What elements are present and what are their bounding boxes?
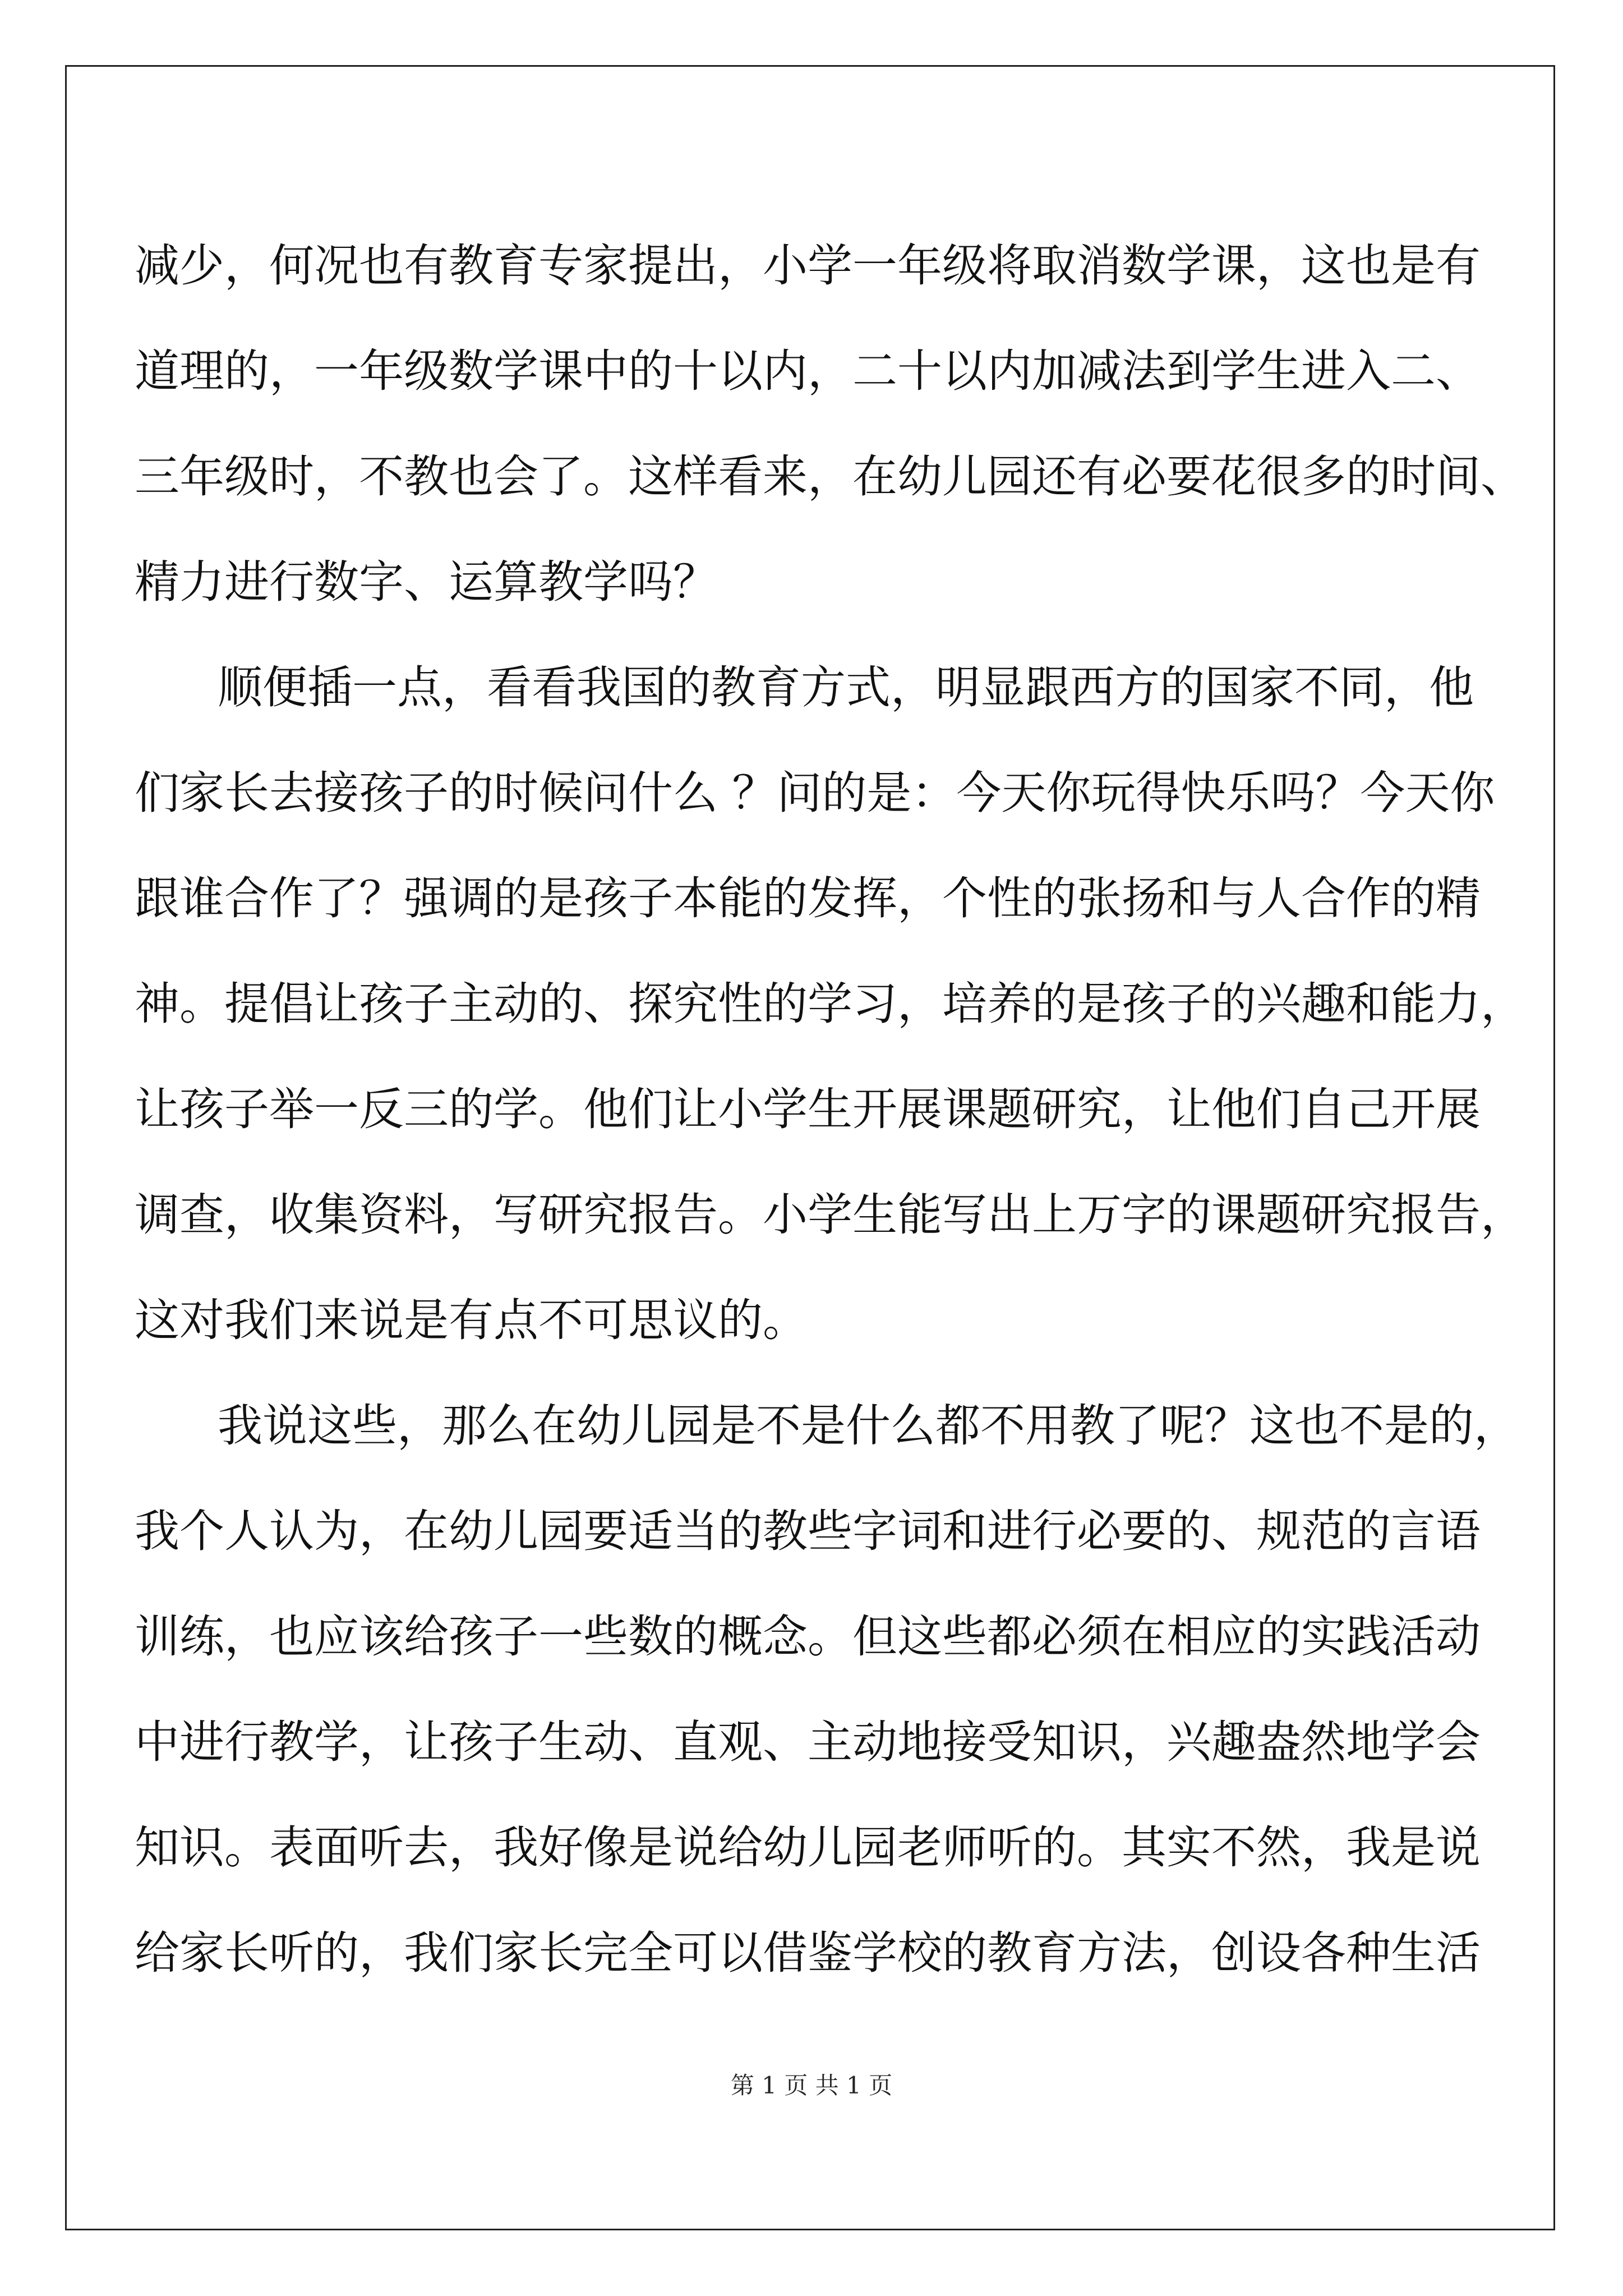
text-line: 减少，何况也有教育专家提出，小学一年级将取消数学课，这也是有 <box>135 240 1481 292</box>
text-line: 调查，收集资料，写研究报告。小学生能写出上万字的课题研究报告， <box>135 1189 1525 1241</box>
paragraph-first-line: 顺便插一点，看看我国的教育方式，明显跟西方的国家不同，他 <box>218 661 1474 714</box>
text-line: 中进行教学，让孩子生动、直观、主动地接受知识，兴趣盎然地学会 <box>135 1716 1481 1768</box>
paragraph-first-line: 我说这些，那么在幼儿园是不是什么都不用教了呢？这也不是的， <box>218 1400 1519 1452</box>
text-line: 训练，也应该给孩子一些数的概念。但这些都必须在相应的实践活动 <box>135 1611 1481 1663</box>
text-line: 三年级时，不教也会了。这样看来，在幼儿园还有必要花很多的时间、 <box>135 450 1525 503</box>
document-body <box>135 213 1525 2006</box>
text-line: 道理的，一年级数学课中的十以内，二十以内加减法到学生进入二、 <box>135 345 1481 397</box>
text-line: 精力进行数字、运算教学吗？ <box>135 556 718 608</box>
text-line: 我个人认为，在幼儿园要适当的教些字词和进行必要的、规范的言语 <box>135 1505 1481 1557</box>
text-line: 给家长听的，我们家长完全可以借鉴学校的教育方法，创设各种生活 <box>135 1927 1481 1979</box>
text-line: 让孩子举一反三的学。他们让小学生开展课题研究，让他们自己开展 <box>135 1083 1481 1135</box>
page-footer: 第 1 页 共 1 页 <box>730 2072 893 2099</box>
text-line: 这对我们来说是有点不可思议的。 <box>135 1294 808 1346</box>
text-line: 跟谁合作了？强调的是孩子本能的发挥，个性的张扬和与人合作的精 <box>135 872 1481 924</box>
text-line: 知识。表面听去，我好像是说给幼儿园老师听的。其实不然，我是说 <box>135 1821 1481 1874</box>
text-line: 神。提倡让孩子主动的、探究性的学习，培养的是孩子的兴趣和能力， <box>135 978 1525 1030</box>
text-line: 们家长去接孩子的时候问什么 ？问的是：今天你玩得快乐吗？今天你 <box>135 767 1495 819</box>
